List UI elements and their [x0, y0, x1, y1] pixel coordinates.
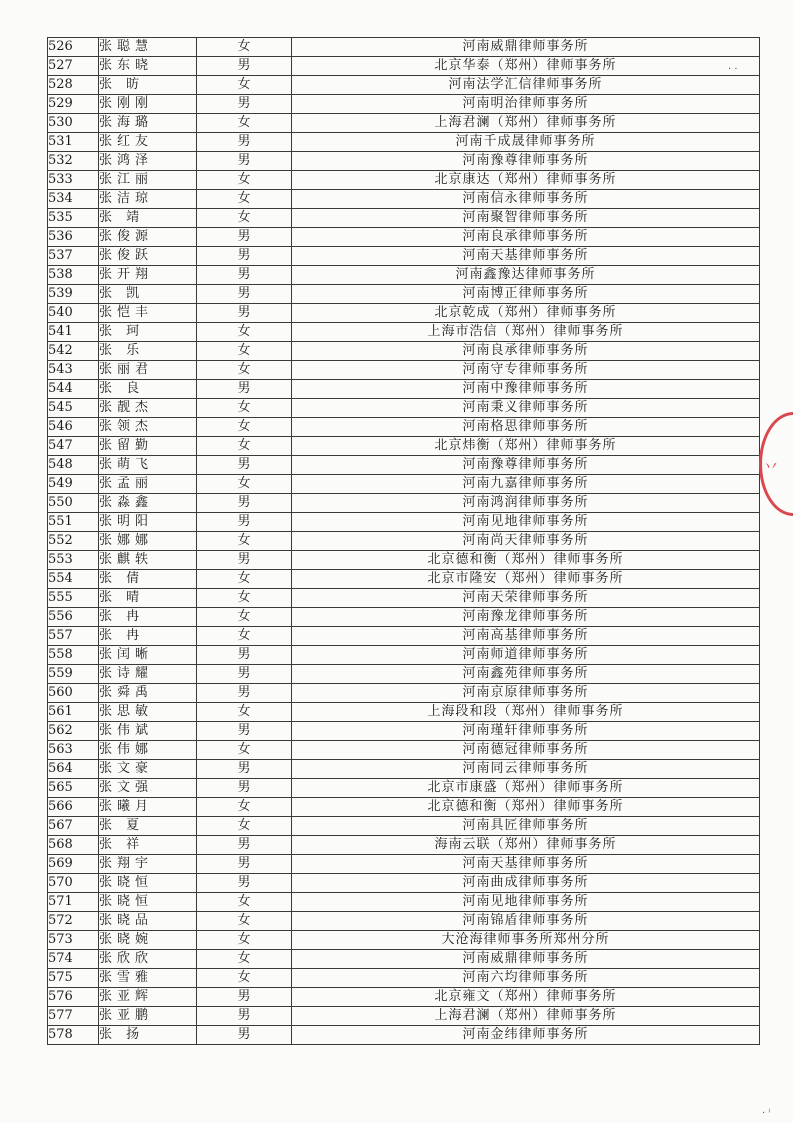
gender: 男: [197, 988, 292, 1007]
law-firm: 大沧海律师事务所郑州分所: [292, 931, 760, 950]
law-firm: 河南鑫豫达律师事务所: [292, 266, 760, 285]
law-firm: 河南良承律师事务所: [292, 342, 760, 361]
lawyer-name: 张 冉: [99, 608, 197, 627]
law-firm: 河南千成晟律师事务所: [292, 133, 760, 152]
gender: 男: [197, 855, 292, 874]
row-number: 550: [48, 494, 99, 513]
lawyer-name: 张萌飞: [99, 456, 197, 475]
law-firm: 河南尚天律师事务所: [292, 532, 760, 551]
table-row: [48, 608, 760, 627]
law-firm: 北京雍文（郑州）律师事务所: [292, 988, 760, 1007]
table-row: [48, 361, 760, 380]
lawyer-name: 张 凯: [99, 285, 197, 304]
row-number: 572: [48, 912, 99, 931]
law-firm: 河南九嘉律师事务所: [292, 475, 760, 494]
table-row: [48, 57, 760, 76]
table-row: [48, 551, 760, 570]
gender: 女: [197, 76, 292, 95]
row-number: 567: [48, 817, 99, 836]
row-number: 565: [48, 779, 99, 798]
lawyer-name: 张欣欣: [99, 950, 197, 969]
gender: 男: [197, 95, 292, 114]
law-firm: 河南豫尊律师事务所: [292, 456, 760, 475]
law-firm: 河南中豫律师事务所: [292, 380, 760, 399]
row-number: 530: [48, 114, 99, 133]
row-number: 578: [48, 1026, 99, 1045]
law-firm: 河南法学汇信律师事务所: [292, 76, 760, 95]
table-row: [48, 779, 760, 798]
law-firm: 河南锦盾律师事务所: [292, 912, 760, 931]
lawyer-name: 张洁琼: [99, 190, 197, 209]
law-firm: 河南良承律师事务所: [292, 228, 760, 247]
gender: 男: [197, 285, 292, 304]
table-row: [48, 114, 760, 133]
table-row: [48, 190, 760, 209]
table-row: [48, 513, 760, 532]
gender: 男: [197, 513, 292, 532]
lawyer-name: 张亚辉: [99, 988, 197, 1007]
lawyer-name: 张开翔: [99, 266, 197, 285]
lawyer-name: 张海璐: [99, 114, 197, 133]
gender: 男: [197, 665, 292, 684]
lawyer-name: 张 夏: [99, 817, 197, 836]
gender: 男: [197, 1007, 292, 1026]
gender: 女: [197, 342, 292, 361]
lawyer-name: 张 冉: [99, 627, 197, 646]
lawyer-name: 张 昉: [99, 76, 197, 95]
row-number: 537: [48, 247, 99, 266]
law-firm: 北京乾成（郑州）律师事务所: [292, 304, 760, 323]
lawyer-name: 张晓婉: [99, 931, 197, 950]
gender: 男: [197, 247, 292, 266]
lawyer-name: 张靓杰: [99, 399, 197, 418]
table-row: [48, 1026, 760, 1045]
gender: 女: [197, 209, 292, 228]
law-firm: 河南师道律师事务所: [292, 646, 760, 665]
table-row: [48, 532, 760, 551]
gender: 女: [197, 437, 292, 456]
row-number: 557: [48, 627, 99, 646]
gender: 男: [197, 494, 292, 513]
gender: 女: [197, 741, 292, 760]
gender: 女: [197, 475, 292, 494]
gender: 女: [197, 608, 292, 627]
row-number: 535: [48, 209, 99, 228]
roster-body: [48, 38, 760, 1045]
scan-speck: · ·: [728, 64, 738, 75]
row-number: 532: [48, 152, 99, 171]
lawyer-name: 张恺丰: [99, 304, 197, 323]
table-row: [48, 874, 760, 893]
gender: 男: [197, 57, 292, 76]
lawyer-name: 张 靖: [99, 209, 197, 228]
table-row: [48, 437, 760, 456]
gender: 女: [197, 589, 292, 608]
lawyer-name: 张 良: [99, 380, 197, 399]
law-firm: 河南聚智律师事务所: [292, 209, 760, 228]
table-row: [48, 38, 760, 57]
law-firm: 北京市隆安（郑州）律师事务所: [292, 570, 760, 589]
row-number: 571: [48, 893, 99, 912]
gender: 男: [197, 646, 292, 665]
lawyer-name: 张晓恒: [99, 874, 197, 893]
law-firm: 河南格思律师事务所: [292, 418, 760, 437]
gender: 男: [197, 836, 292, 855]
table-row: [48, 893, 760, 912]
law-firm: 北京德和衡（郑州）律师事务所: [292, 798, 760, 817]
row-number: 539: [48, 285, 99, 304]
law-firm: 河南威鼎律师事务所: [292, 950, 760, 969]
table-row: [48, 133, 760, 152]
law-firm: 河南鸿润律师事务所: [292, 494, 760, 513]
table-row: [48, 475, 760, 494]
gender: 男: [197, 1026, 292, 1045]
law-firm: 河南信永律师事务所: [292, 190, 760, 209]
lawyer-name: 张思敏: [99, 703, 197, 722]
lawyer-name: 张 祥: [99, 836, 197, 855]
table-row: [48, 171, 760, 190]
gender: 女: [197, 969, 292, 988]
gender: 男: [197, 152, 292, 171]
table-row: [48, 589, 760, 608]
gender: 男: [197, 551, 292, 570]
lawyer-name: 张晓恒: [99, 893, 197, 912]
row-number: 553: [48, 551, 99, 570]
gender: 男: [197, 874, 292, 893]
table-row: [48, 912, 760, 931]
gender: 女: [197, 399, 292, 418]
row-number: 547: [48, 437, 99, 456]
row-number: 533: [48, 171, 99, 190]
law-firm: 河南六均律师事务所: [292, 969, 760, 988]
row-number: 538: [48, 266, 99, 285]
table-row: [48, 342, 760, 361]
lawyer-name: 张东晓: [99, 57, 197, 76]
red-seal-fragment: 丷: [759, 412, 793, 516]
law-firm: 河南威鼎律师事务所: [292, 38, 760, 57]
table-row: [48, 741, 760, 760]
row-number: 527: [48, 57, 99, 76]
table-row: [48, 285, 760, 304]
scan-speck: · ⁱ: [762, 1108, 771, 1119]
gender: 男: [197, 133, 292, 152]
table-row: [48, 969, 760, 988]
gender: 女: [197, 703, 292, 722]
row-number: 534: [48, 190, 99, 209]
lawyer-name: 张麒轶: [99, 551, 197, 570]
row-number: 577: [48, 1007, 99, 1026]
row-number: 526: [48, 38, 99, 57]
row-number: 575: [48, 969, 99, 988]
lawyer-name: 张 晴: [99, 589, 197, 608]
law-firm: 河南天荣律师事务所: [292, 589, 760, 608]
table-row: [48, 760, 760, 779]
table-row: [48, 931, 760, 950]
law-firm: 河南明治律师事务所: [292, 95, 760, 114]
table-row: [48, 418, 760, 437]
gender: 女: [197, 798, 292, 817]
table-row: [48, 570, 760, 589]
lawyer-name: 张聪慧: [99, 38, 197, 57]
law-firm: 北京康达（郑州）律师事务所: [292, 171, 760, 190]
law-firm: 河南豫尊律师事务所: [292, 152, 760, 171]
lawyer-name: 张娜娜: [99, 532, 197, 551]
table-row: [48, 703, 760, 722]
law-firm: 北京市康盛（郑州）律师事务所: [292, 779, 760, 798]
gender: 女: [197, 532, 292, 551]
lawyer-name: 张 扬: [99, 1026, 197, 1045]
row-number: 560: [48, 684, 99, 703]
table-row: [48, 1007, 760, 1026]
table-row: [48, 646, 760, 665]
row-number: 545: [48, 399, 99, 418]
row-number: 546: [48, 418, 99, 437]
gender: 女: [197, 817, 292, 836]
table-row: [48, 494, 760, 513]
law-firm: 河南见地律师事务所: [292, 513, 760, 532]
gender: 男: [197, 684, 292, 703]
law-firm: 河南鑫苑律师事务所: [292, 665, 760, 684]
law-firm: 河南秉义律师事务所: [292, 399, 760, 418]
table-row: [48, 380, 760, 399]
table-row: [48, 798, 760, 817]
lawyer-name: 张刚刚: [99, 95, 197, 114]
lawyer-name: 张文豪: [99, 760, 197, 779]
lawyer-name: 张翔宇: [99, 855, 197, 874]
gender: 女: [197, 171, 292, 190]
law-firm: 河南守专律师事务所: [292, 361, 760, 380]
table-row: [48, 950, 760, 969]
gender: 女: [197, 361, 292, 380]
gender: 男: [197, 304, 292, 323]
row-number: 573: [48, 931, 99, 950]
law-firm: 海南云联（郑州）律师事务所: [292, 836, 760, 855]
lawyer-name: 张淼鑫: [99, 494, 197, 513]
row-number: 564: [48, 760, 99, 779]
lawyer-name: 张留勤: [99, 437, 197, 456]
lawyer-name: 张俊源: [99, 228, 197, 247]
gender: 女: [197, 912, 292, 931]
row-number: 544: [48, 380, 99, 399]
lawyer-name: 张闰晰: [99, 646, 197, 665]
law-firm: 河南见地律师事务所: [292, 893, 760, 912]
law-firm: 河南同云律师事务所: [292, 760, 760, 779]
lawyer-name: 张曦月: [99, 798, 197, 817]
row-number: 569: [48, 855, 99, 874]
row-number: 566: [48, 798, 99, 817]
law-firm: 河南京原律师事务所: [292, 684, 760, 703]
row-number: 561: [48, 703, 99, 722]
lawyer-name: 张雪雅: [99, 969, 197, 988]
gender: 女: [197, 323, 292, 342]
law-firm: 河南天基律师事务所: [292, 247, 760, 266]
table-row: [48, 665, 760, 684]
gender: 女: [197, 627, 292, 646]
gender: 女: [197, 418, 292, 437]
row-number: 554: [48, 570, 99, 589]
law-firm: 北京炜衡（郑州）律师事务所: [292, 437, 760, 456]
table-row: [48, 209, 760, 228]
gender: 男: [197, 760, 292, 779]
law-firm: 河南高基律师事务所: [292, 627, 760, 646]
row-number: 576: [48, 988, 99, 1007]
law-firm: 河南天基律师事务所: [292, 855, 760, 874]
table-row: [48, 722, 760, 741]
gender: 女: [197, 893, 292, 912]
row-number: 551: [48, 513, 99, 532]
row-number: 531: [48, 133, 99, 152]
table-row: [48, 152, 760, 171]
table-row: [48, 817, 760, 836]
table-row: [48, 323, 760, 342]
gender: 女: [197, 190, 292, 209]
law-firm: 上海君澜（郑州）律师事务所: [292, 114, 760, 133]
table-row: [48, 76, 760, 95]
lawyer-roster-table: [47, 37, 760, 1045]
table-row: [48, 855, 760, 874]
lawyer-name: 张舜禹: [99, 684, 197, 703]
table-row: [48, 228, 760, 247]
lawyer-name: 张明阳: [99, 513, 197, 532]
gender: 女: [197, 114, 292, 133]
gender: 男: [197, 228, 292, 247]
row-number: 549: [48, 475, 99, 494]
row-number: 529: [48, 95, 99, 114]
gender: 女: [197, 931, 292, 950]
table-row: [48, 627, 760, 646]
row-number: 543: [48, 361, 99, 380]
law-firm: 上海市浩信（郑州）律师事务所: [292, 323, 760, 342]
gender: 男: [197, 722, 292, 741]
row-number: 562: [48, 722, 99, 741]
row-number: 548: [48, 456, 99, 475]
row-number: 556: [48, 608, 99, 627]
gender: 男: [197, 779, 292, 798]
law-firm: 河南德冠律师事务所: [292, 741, 760, 760]
lawyer-name: 张俊跃: [99, 247, 197, 266]
law-firm: 河南瑾轩律师事务所: [292, 722, 760, 741]
row-number: 563: [48, 741, 99, 760]
lawyer-name: 张江丽: [99, 171, 197, 190]
gender: 女: [197, 950, 292, 969]
lawyer-name: 张伟娜: [99, 741, 197, 760]
lawyer-name: 张伟斌: [99, 722, 197, 741]
row-number: 558: [48, 646, 99, 665]
gender: 男: [197, 266, 292, 285]
table-row: [48, 304, 760, 323]
lawyer-name: 张丽君: [99, 361, 197, 380]
lawyer-name: 张领杰: [99, 418, 197, 437]
row-number: 552: [48, 532, 99, 551]
gender: 女: [197, 570, 292, 589]
table-row: [48, 247, 760, 266]
lawyer-name: 张诗耀: [99, 665, 197, 684]
law-firm: 河南博正律师事务所: [292, 285, 760, 304]
table-row: [48, 988, 760, 1007]
row-number: 555: [48, 589, 99, 608]
row-number: 536: [48, 228, 99, 247]
row-number: 568: [48, 836, 99, 855]
gender: 女: [197, 38, 292, 57]
row-number: 541: [48, 323, 99, 342]
row-number: 570: [48, 874, 99, 893]
row-number: 559: [48, 665, 99, 684]
lawyer-name: 张亚鹏: [99, 1007, 197, 1026]
table-row: [48, 95, 760, 114]
law-firm: 河南具匠律师事务所: [292, 817, 760, 836]
row-number: 540: [48, 304, 99, 323]
lawyer-name: 张孟丽: [99, 475, 197, 494]
lawyer-name: 张 乐: [99, 342, 197, 361]
table-row: [48, 456, 760, 475]
lawyer-name: 张 倩: [99, 570, 197, 589]
lawyer-name: 张文强: [99, 779, 197, 798]
law-firm: 河南豫龙律师事务所: [292, 608, 760, 627]
law-firm: 北京华泰（郑州）律师事务所: [292, 57, 760, 76]
law-firm: 河南曲成律师事务所: [292, 874, 760, 893]
row-number: 542: [48, 342, 99, 361]
law-firm: 上海段和段（郑州）律师事务所: [292, 703, 760, 722]
table-row: [48, 266, 760, 285]
law-firm: 河南金纬律师事务所: [292, 1026, 760, 1045]
table-row: [48, 684, 760, 703]
row-number: 574: [48, 950, 99, 969]
table-row: [48, 399, 760, 418]
lawyer-name: 张 珂: [99, 323, 197, 342]
law-firm: 北京德和衡（郑州）律师事务所: [292, 551, 760, 570]
lawyer-name: 张晓品: [99, 912, 197, 931]
lawyer-name: 张鸿泽: [99, 152, 197, 171]
table-row: [48, 836, 760, 855]
row-number: 528: [48, 76, 99, 95]
law-firm: 上海君澜（郑州）律师事务所: [292, 1007, 760, 1026]
gender: 男: [197, 456, 292, 475]
gender: 男: [197, 380, 292, 399]
lawyer-name: 张红友: [99, 133, 197, 152]
